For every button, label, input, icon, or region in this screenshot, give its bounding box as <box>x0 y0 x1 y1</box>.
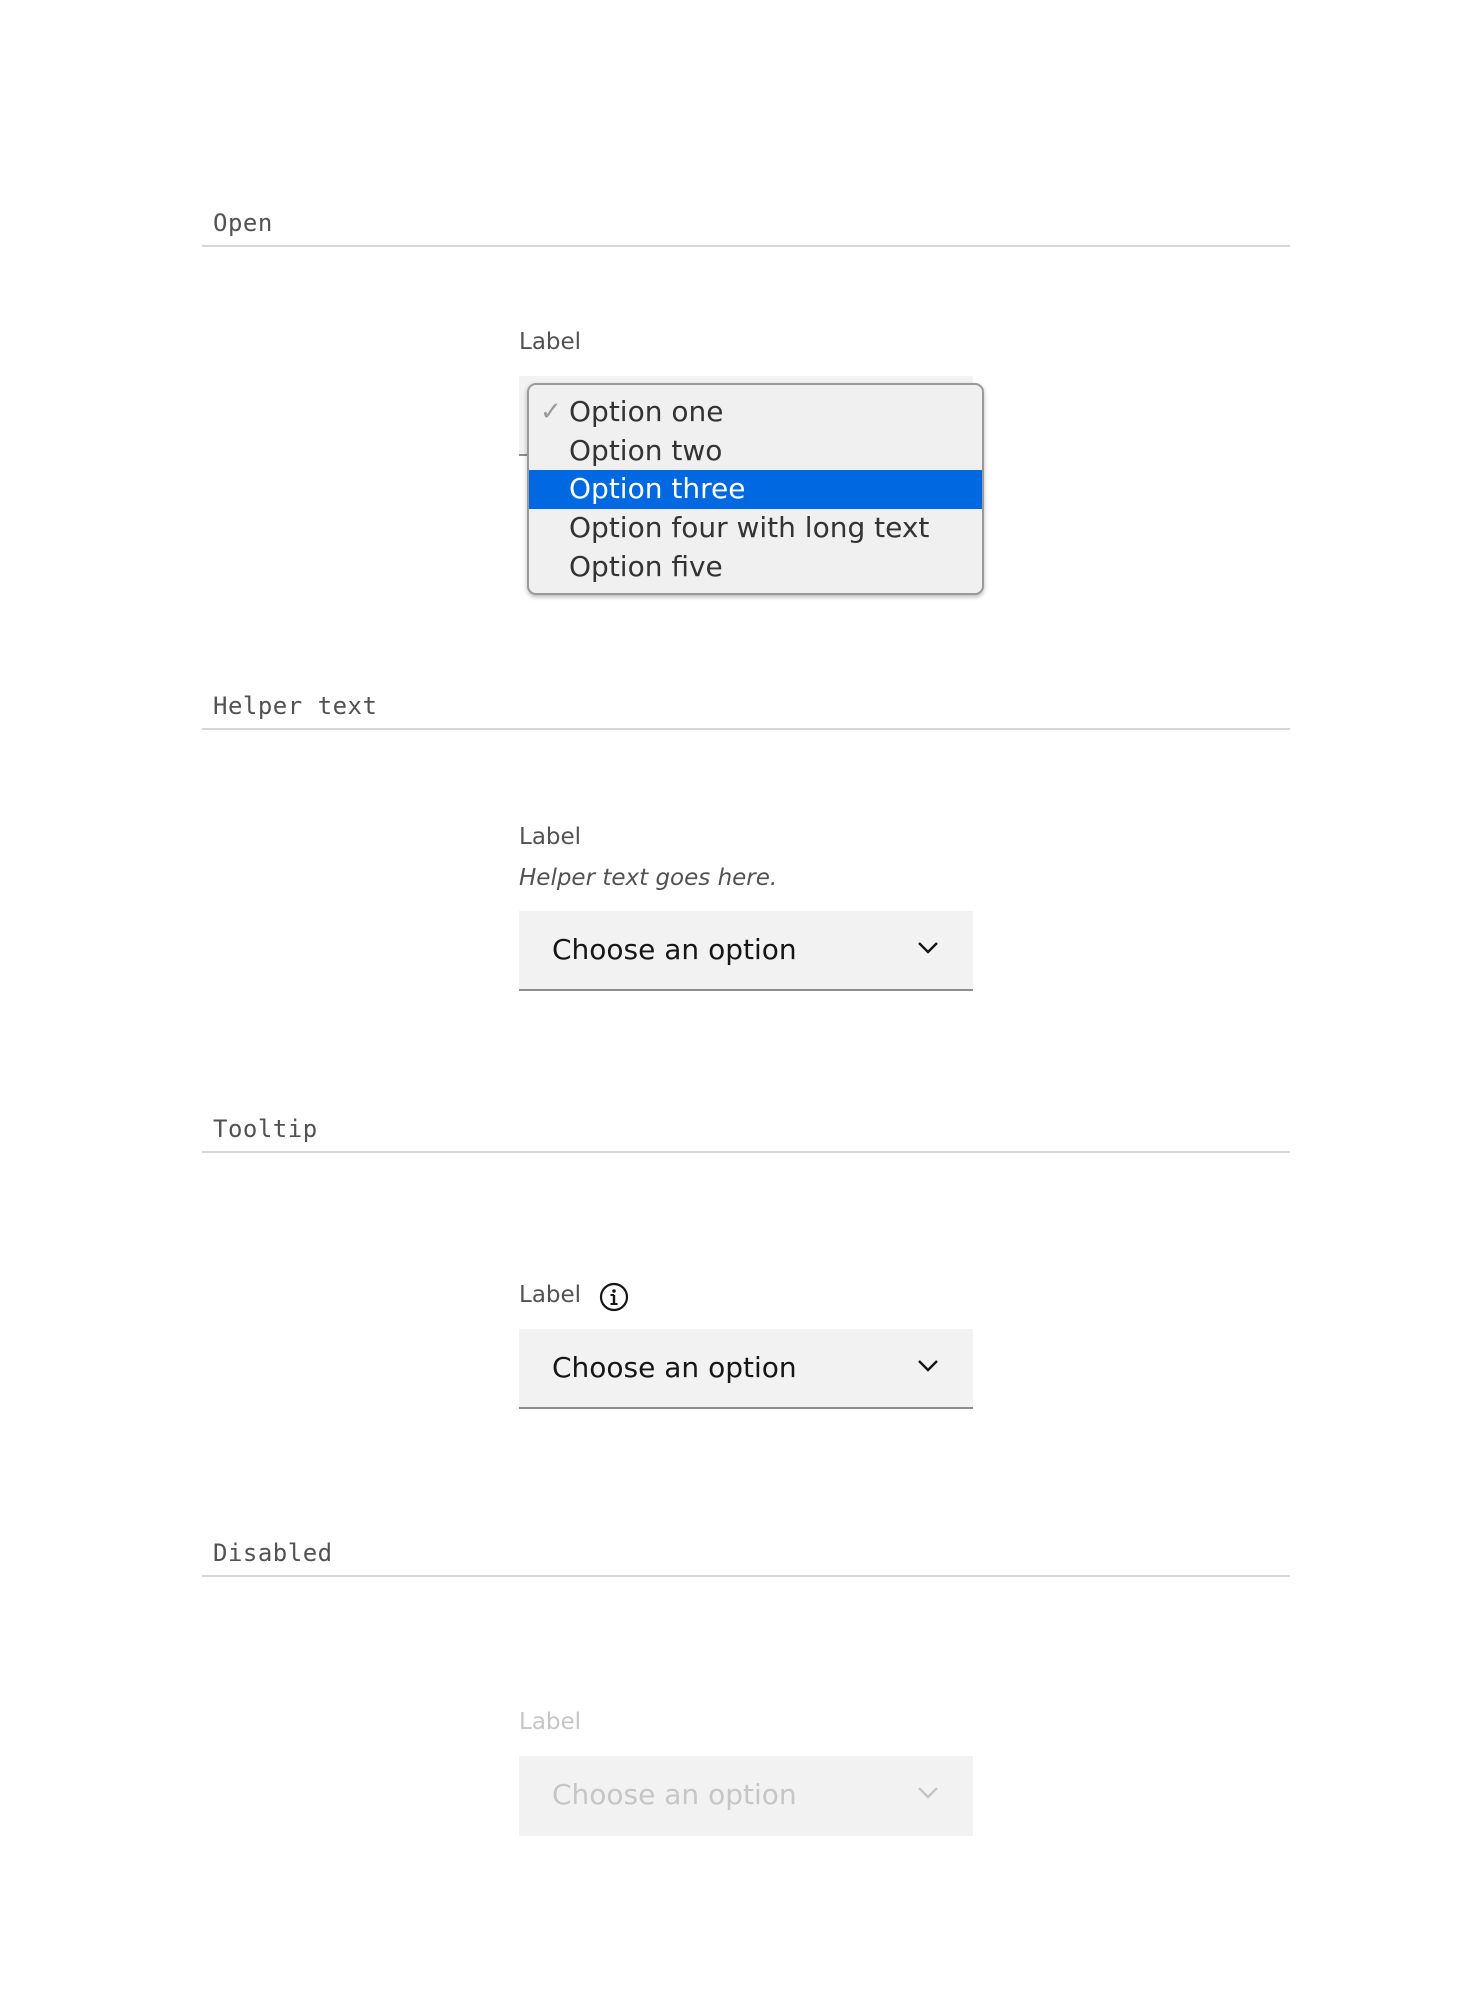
info-icon[interactable] <box>599 1282 629 1312</box>
option-label: Option two <box>569 433 723 467</box>
dropdown-option-five[interactable] <box>529 548 982 587</box>
dropdown-option-four[interactable] <box>529 509 982 548</box>
dropdown-option-one[interactable] <box>529 393 982 432</box>
disabled-select-label: Label <box>519 1709 582 1735</box>
option-label: Option one <box>569 395 724 428</box>
dropdown-list <box>527 383 984 595</box>
section-title: Helper text <box>213 692 378 720</box>
check-icon: ✓ <box>540 397 562 427</box>
select-value: Choose an option <box>552 1351 797 1384</box>
chevron-down-icon <box>917 1786 939 1800</box>
section-header-tooltip <box>202 1106 1290 1153</box>
section-header-helper-text <box>202 683 1290 730</box>
section-title: Open <box>213 209 273 237</box>
option-label: Option four with long text <box>569 511 930 545</box>
dropdown-option-three[interactable] <box>529 470 982 509</box>
tooltip-select-label: Label <box>519 1282 582 1308</box>
chevron-down-icon <box>917 1359 939 1373</box>
section-header-disabled <box>202 1530 1290 1577</box>
disabled-select <box>519 1756 973 1836</box>
select-value: Choose an option <box>552 933 797 966</box>
option-label: Option five <box>569 549 723 583</box>
helper-select[interactable] <box>519 911 973 991</box>
section-title: Disabled <box>213 1539 333 1567</box>
helper-select-label: Label <box>519 824 582 850</box>
section-header-open <box>202 200 1290 247</box>
option-label: Option three <box>569 472 746 506</box>
dropdown-option-two[interactable] <box>529 432 982 471</box>
tooltip-select[interactable] <box>519 1329 973 1409</box>
helper-text: Helper text goes here. <box>519 865 778 891</box>
select-value: Choose an option <box>552 1778 797 1811</box>
open-select-label: Label <box>519 329 582 355</box>
section-title: Tooltip <box>213 1115 318 1143</box>
chevron-down-icon <box>917 941 939 955</box>
